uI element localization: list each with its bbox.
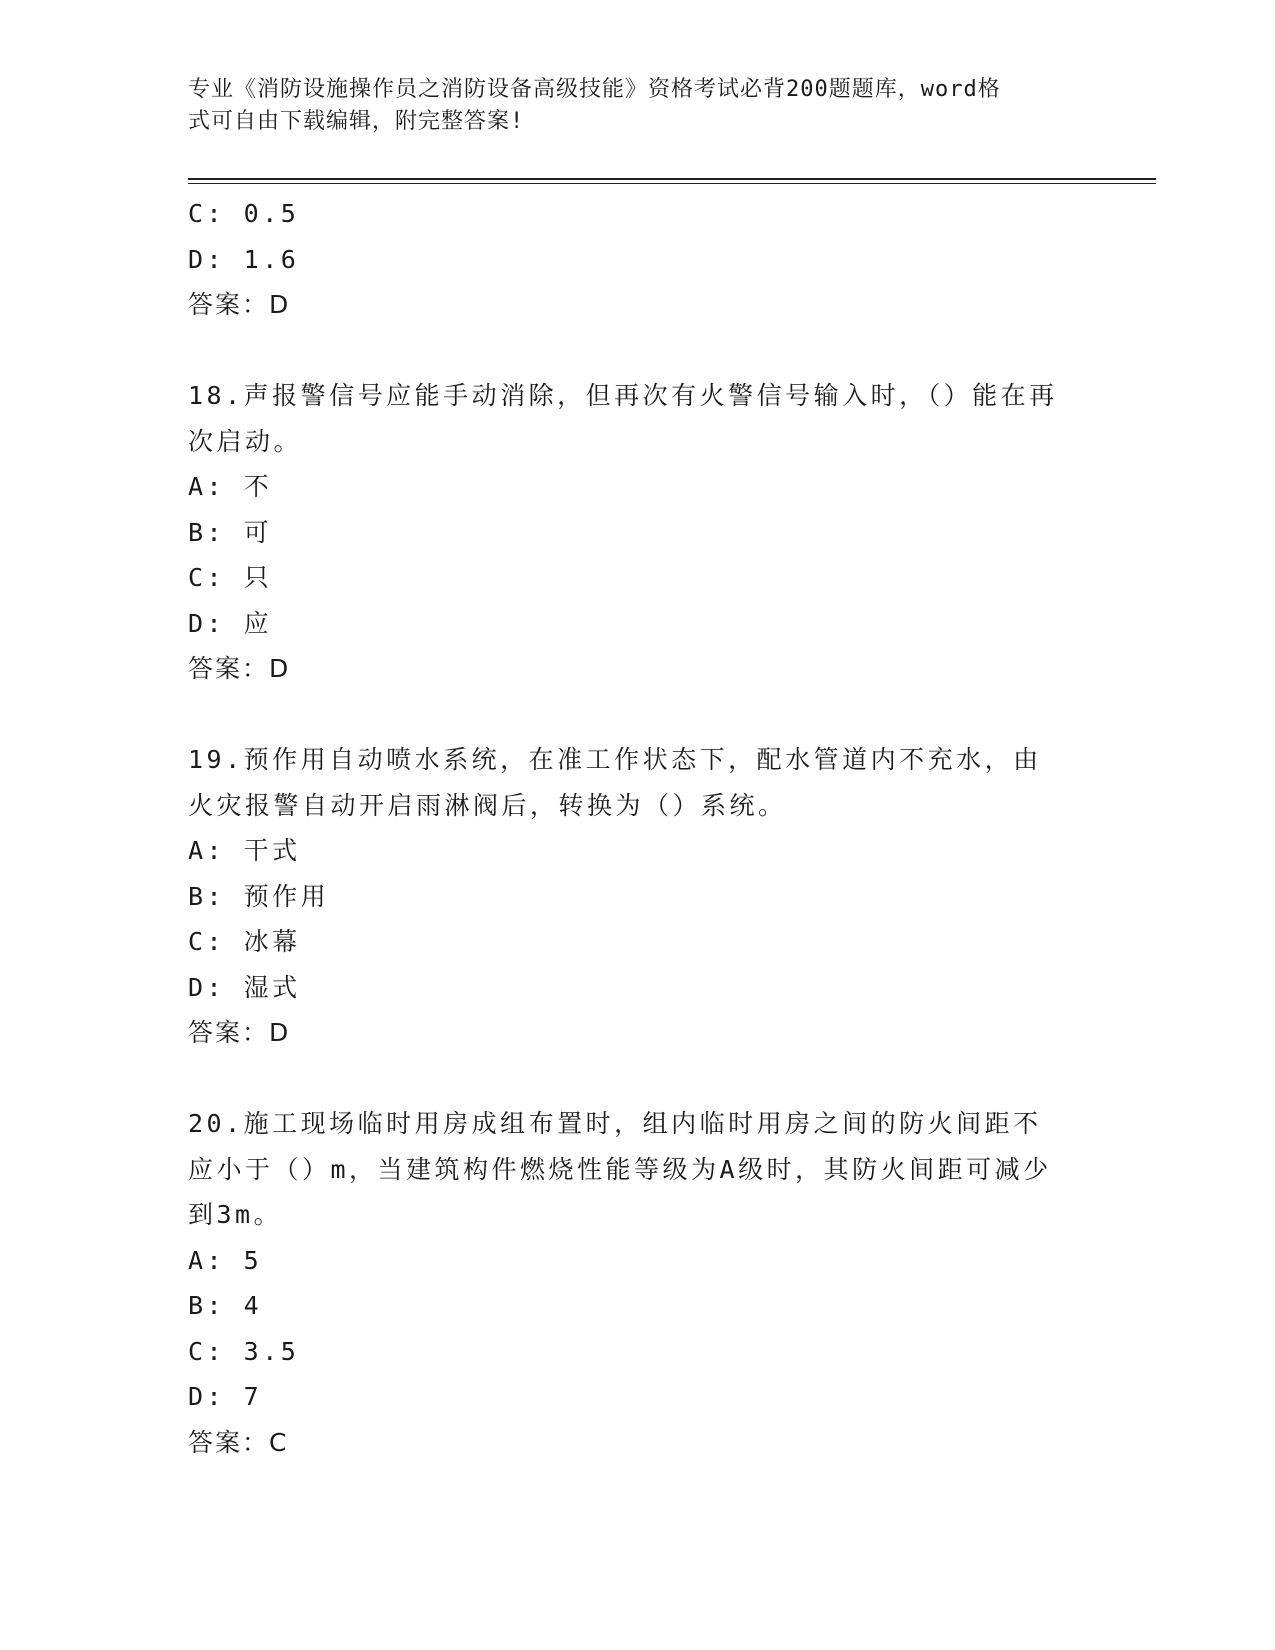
question-18 <box>188 373 1088 692</box>
header-line-1: 专业《消防设施操作员之消防设备高级技能》资格考试必背200题题库，word格 <box>188 77 1001 102</box>
previous-question-tail <box>188 191 1088 328</box>
answer-line: 答案：D <box>188 654 291 683</box>
option-b: B: 预作用 <box>188 881 330 911</box>
answer-line: 答案：D <box>188 1018 291 1047</box>
question-20 <box>188 1101 1088 1465</box>
option-c: C: 冰幕 <box>188 927 301 956</box>
option-b: B: 可 <box>188 517 273 547</box>
option-b: B: 4 <box>188 1291 263 1320</box>
option-d: D: 7 <box>188 1382 263 1411</box>
spacer <box>188 1056 1088 1102</box>
question-text: 18.声报警信号应能手动消除，但再次有火警信号输入时，（）能在再次启动。 <box>188 381 1058 456</box>
spacer <box>188 692 1088 738</box>
question-19 <box>188 737 1088 1056</box>
header-rule-thin <box>188 183 1156 184</box>
spacer <box>188 328 1088 374</box>
option-a: A: 5 <box>188 1245 263 1275</box>
option-d: D: 应 <box>188 608 273 638</box>
question-text: 20.施工现场临时用房成组布置时，组内临时用房之间的防火间距不应小于（）m，当建筑构件燃烧性能等级为A级时，其防火间距可减少到3m。 <box>188 1109 1052 1229</box>
option-a: A: 干式 <box>188 836 301 865</box>
answer-line: 答案：C <box>188 1427 289 1457</box>
option-a: A: 不 <box>188 472 273 501</box>
question-text: 19.预作用自动喷水系统，在准工作状态下，配水管道内不充水，由火灾报警自动开启雨淋阀后，转换为（）系统。 <box>188 745 1042 820</box>
header-line-2: 式可自由下载编辑，附完整答案! <box>188 109 525 134</box>
option-c: C: 3.5 <box>188 1336 300 1366</box>
option-c: C: 0.5 <box>188 199 300 228</box>
option-c: C: 只 <box>188 563 273 592</box>
option-d: D: 1.6 <box>188 244 300 274</box>
header-rule-thick <box>188 178 1156 180</box>
question-list <box>188 191 1088 1465</box>
answer-line: 答案：D <box>188 290 291 319</box>
option-d: D: 湿式 <box>188 972 301 1002</box>
document-header <box>188 74 1068 138</box>
